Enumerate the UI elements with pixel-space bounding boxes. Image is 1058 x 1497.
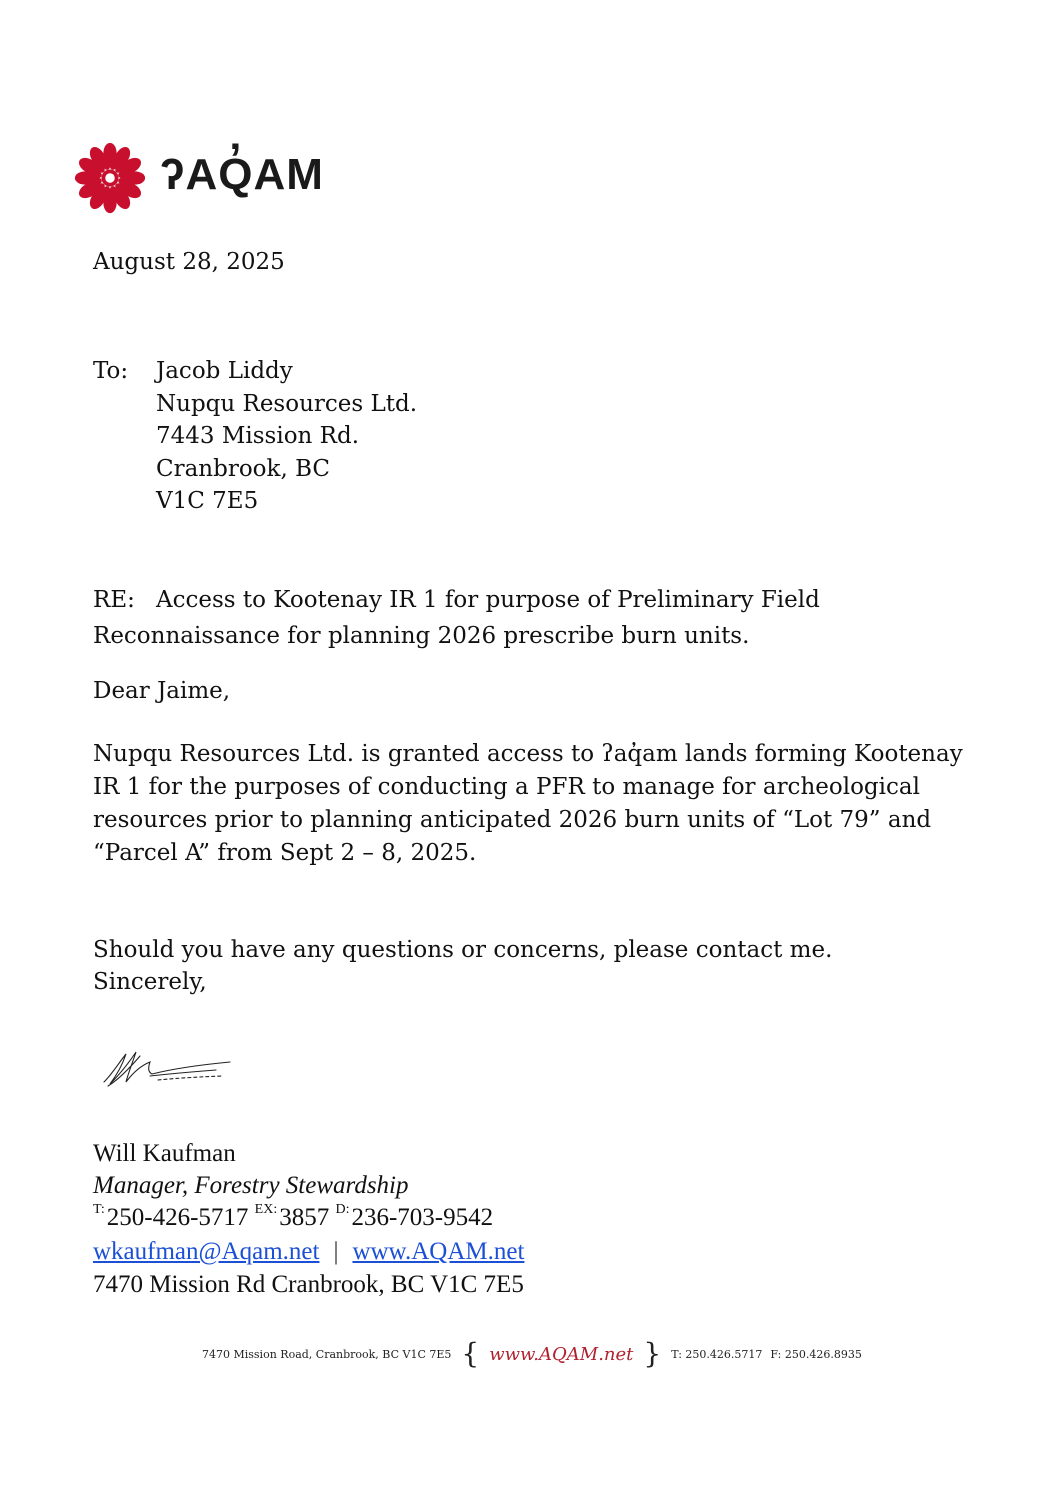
- subject-text-line2: Reconnaissance for planning 2026 prescribe burn units.: [93, 623, 750, 649]
- footer-brace-close: }: [643, 1337, 662, 1370]
- aqam-logo: [72, 140, 332, 220]
- signer-address: 7470 Mission Rd Cranbrook, BC V1C 7E5: [93, 1271, 524, 1298]
- letterhead-footer: [202, 1337, 862, 1370]
- direct-label: D:: [335, 1202, 350, 1217]
- signer-phones: [93, 1204, 493, 1232]
- body-line: IR 1 for the purposes of conducting a PFR to manage for archeological: [93, 774, 920, 800]
- recipient-postal: V1C 7E5: [156, 488, 259, 514]
- recipient-address: [156, 355, 417, 518]
- closing-question: Should you have any questions or concerns, please contact me.: [93, 937, 833, 963]
- website-link[interactable]: www.AQAM.net: [352, 1238, 525, 1265]
- body-line: Nupqu Resources Ltd. is granted access to ʔaq̓am lands forming Kootenay: [93, 741, 963, 767]
- recipient-name: Jacob Liddy: [156, 358, 293, 384]
- body-paragraph: [93, 738, 993, 870]
- recipient-city: Cranbrook, BC: [156, 455, 331, 482]
- handwritten-signature: [98, 1040, 238, 1090]
- subject-text-line1: Access to Kootenay IR 1 for purpose of Preliminary Field: [156, 587, 820, 613]
- re-label: RE:: [93, 587, 135, 613]
- direct-number: 236-703-9542: [351, 1204, 494, 1231]
- email-link[interactable]: wkaufman@Aqam.net: [93, 1238, 320, 1265]
- signer-title: Manager, Forestry Stewardship: [93, 1172, 409, 1199]
- footer-address: 7470 Mission Road, Cranbrook, BC V1C 7E5: [202, 1347, 452, 1361]
- footer-website: www.AQAM.net: [489, 1343, 634, 1365]
- phone-label: T:: [93, 1202, 105, 1217]
- footer-brace-open: {: [461, 1337, 480, 1370]
- recipient-street: 7443 Mission Rd.: [156, 423, 360, 449]
- signer-links: [93, 1238, 524, 1266]
- recipient-company: Nupqu Resources Ltd.: [156, 390, 418, 417]
- logo-wordmark: ʔAQ̓AM: [160, 150, 324, 199]
- salutation: Dear Jaime,: [93, 678, 231, 704]
- body-line: resources prior to planning anticipated 2026 burn units of “Lot 79” and: [93, 807, 932, 833]
- body-line: “Parcel A” from Sept 2 – 8, 2025.: [93, 840, 477, 866]
- flower-logo-icon: [72, 140, 148, 216]
- extension-label: EX:: [254, 1202, 278, 1217]
- to-label: To:: [93, 358, 129, 384]
- subject-line: [93, 582, 973, 654]
- closing: Sincerely,: [93, 969, 207, 995]
- signer-name: Will Kaufman: [93, 1140, 236, 1167]
- phone-number: 250-426-5717: [106, 1204, 249, 1231]
- footer-fax: F: 250.426.8935: [770, 1347, 862, 1361]
- letter-date: August 28, 2025: [93, 249, 285, 275]
- footer-phone: T: 250.426.5717: [671, 1347, 763, 1361]
- extension-number: 3857: [279, 1204, 330, 1231]
- link-separator: |: [333, 1238, 339, 1265]
